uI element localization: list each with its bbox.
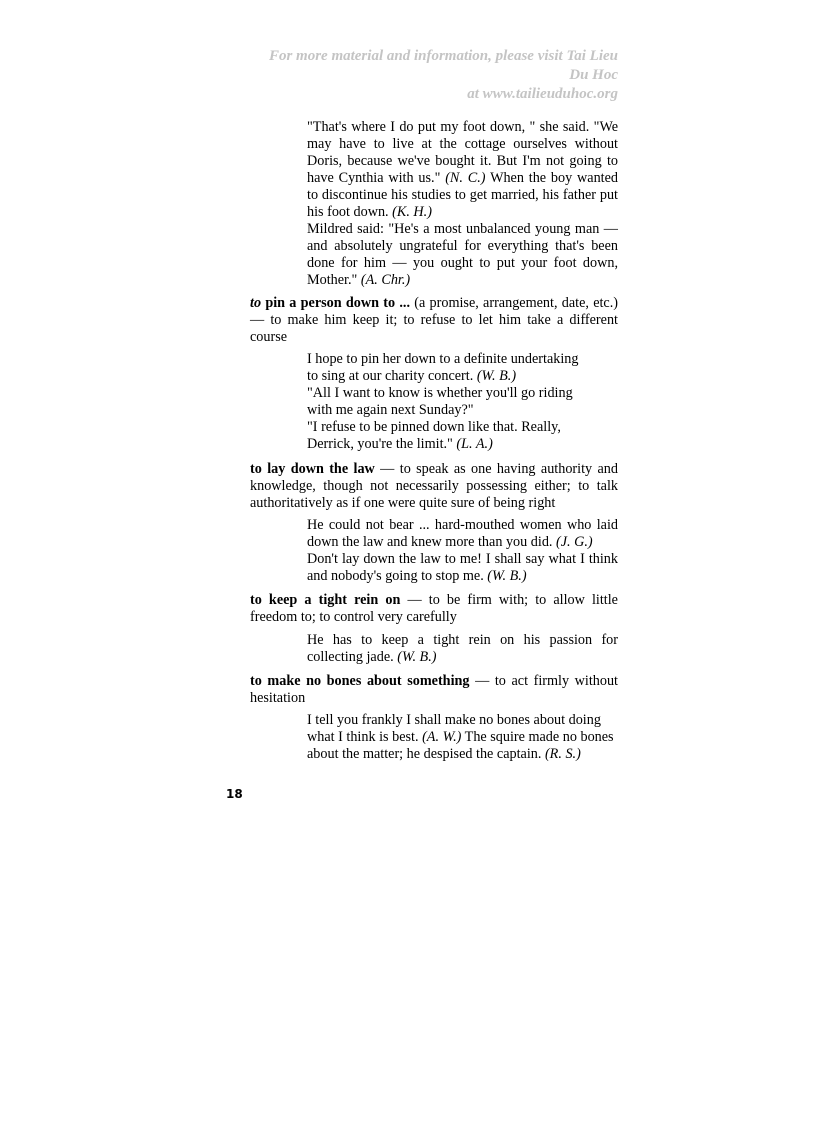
source-citation: (A. W.) (422, 729, 462, 745)
watermark-line-3: at www.tailieuduhoc.org (467, 86, 618, 102)
example-text: "That's where I do put my foot down, " she said. "We may have to live at the cottage ourselves without Doris, because we've bought it. But I'm not going to have Cynthia with us." (307, 119, 618, 186)
entry-lay-down-law (250, 461, 618, 512)
example-text: He has to keep a tight rein on his passion for collecting jade. (307, 632, 618, 665)
example-line: "All I want to know is whether you'll go riding (307, 385, 573, 401)
example-paragraph (307, 119, 618, 221)
entry-paragraph (250, 295, 618, 346)
example-block-put-foot-down (307, 119, 618, 289)
watermark (210, 47, 618, 104)
entry-definition: — to act firmly without hesitation (250, 673, 619, 706)
watermark-line-2: Du Hoc (569, 67, 618, 83)
page-number: 18 (226, 787, 243, 801)
example-text: to sing at our charity concert. (307, 368, 477, 384)
source-citation: (K. H.) (392, 204, 432, 220)
entry-head-prefix: to (250, 295, 262, 311)
watermark-line-1: For more material and information, please visit Tai Lieu (268, 48, 618, 64)
example-line (307, 368, 618, 385)
example-line: with me again next Sunday?" (307, 402, 474, 418)
example-text: When the boy wanted to discontinue his studies to get married, his father put his foot down. (307, 170, 619, 220)
example-paragraph (307, 712, 618, 763)
entry-headword: to keep a tight rein on (250, 592, 401, 608)
example-paragraph (307, 517, 618, 551)
example-line (307, 436, 618, 453)
entry-paragraph (250, 673, 618, 707)
entry-headword: to make no bones about something (250, 673, 470, 689)
example-line: "I refuse to be pinned down like that. Really, (307, 419, 561, 435)
source-citation: (L. A.) (456, 436, 493, 452)
entry-no-bones (250, 673, 618, 707)
entry-tight-rein (250, 592, 618, 626)
example-text: Derrick, you're the limit." (307, 436, 457, 452)
source-citation: (A. Chr.) (360, 272, 411, 288)
example-block-no-bones (307, 712, 618, 763)
source-citation: (J. G.) (556, 534, 593, 550)
example-paragraph (307, 221, 618, 289)
example-text: I tell you frankly I shall make no bones about doing what I think is best. (307, 712, 601, 745)
entry-paragraph (250, 461, 618, 512)
example-paragraph (307, 632, 618, 666)
example-paragraph (307, 551, 618, 585)
entry-headword: to lay down the law (250, 461, 375, 477)
entry-definition: — to be firm with; to allow little freedom to; to control very carefully (250, 592, 618, 625)
example-line: I hope to pin her down to a definite undertaking (307, 351, 579, 367)
source-citation: (R. S.) (544, 746, 581, 762)
example-text: He could not bear ... hard-mouthed women who laid down the law and knew more than you did. (307, 517, 618, 550)
example-text: Don't lay down the law to me! I shall say what I think and nobody's going to stop me. (307, 551, 618, 584)
source-citation: (N. C.) (445, 170, 486, 186)
entry-definition: — to speak as one having authority and knowledge, though not necessarily possessing either; to talk authoritatively as if one were quite sure of being right (250, 461, 618, 511)
source-citation: (W. B.) (476, 368, 517, 384)
source-citation: (W. B.) (487, 568, 527, 584)
example-block-lay-down-law (307, 517, 618, 585)
entry-definition: (a promise, arrangement, date, etc.) — to make him keep it; to refuse to let him take a different course (250, 295, 619, 345)
source-citation: (W. B.) (397, 649, 437, 665)
example-block-pin-down (307, 351, 618, 453)
example-text: Mildred said: "He's a most unbalanced young man — and absolutely ungrateful for everything that's been done for him — you ought to put your foot down, Mother." (307, 221, 618, 288)
entry-paragraph (250, 592, 618, 626)
entry-headword: pin a person down to ... (265, 295, 410, 311)
example-text: The squire made no bones about the matter; he despised the captain. (307, 729, 614, 762)
example-block-tight-rein (307, 632, 618, 666)
entry-pin-down (250, 295, 618, 346)
